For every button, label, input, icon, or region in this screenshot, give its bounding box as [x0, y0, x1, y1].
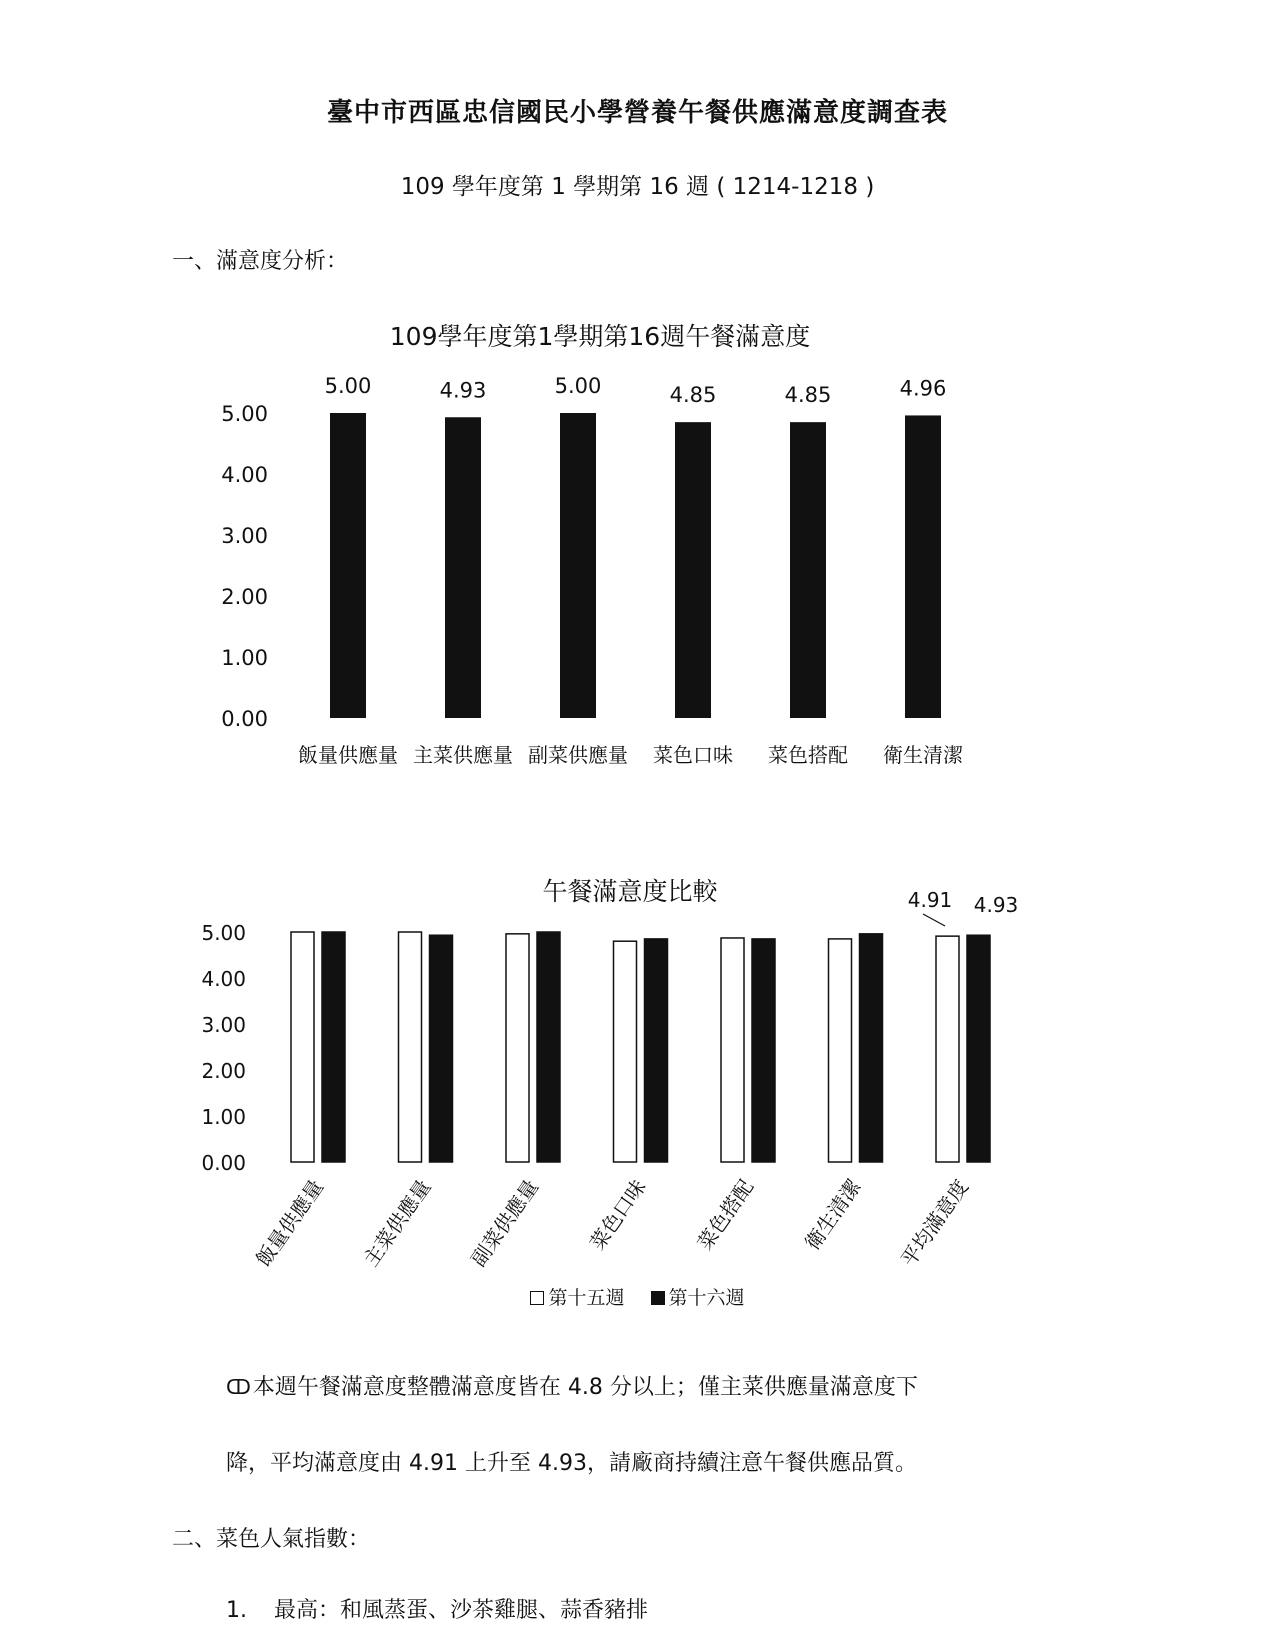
chart1-bar [790, 422, 826, 718]
chart1-bar [905, 415, 941, 718]
chart2-bar-week16 [967, 935, 990, 1162]
chart1-category-label: 衛生清潔 [883, 743, 963, 767]
summary-line-1-text: 本週午餐滿意度整體滿意度皆在 4.8 分以上；僅主菜供應量滿意度下 [252, 1375, 918, 1400]
document-subtitle: 109 學年度第 1 學期第 16 週 ( 1214-1218 ) [400, 174, 875, 200]
chart2-annotation-leader-line [923, 914, 945, 926]
summary-line-2: 降，平均滿意度由 4.91 上升至 4.93，請廠商持續注意午餐供應品質。 [226, 1451, 917, 1476]
chart1-y-tick-label: 2.00 [221, 585, 268, 609]
chart2-category-label: 衛生清潔 [800, 1175, 866, 1255]
chart-weekly-satisfaction [221, 322, 963, 767]
chart1-y-tick-label: 5.00 [221, 402, 268, 426]
chart2-category-labels [251, 1175, 973, 1271]
chart2-bar-week15 [829, 939, 852, 1162]
chart1-y-axis [221, 402, 268, 731]
chart2-y-tick-label: 2.00 [201, 1059, 246, 1083]
chart1-data-label: 5.00 [324, 374, 372, 398]
sparkle-hint-icon: ↀ [226, 1375, 251, 1399]
chart1-data-label: 4.85 [669, 383, 717, 408]
chart1-category-label: 主菜供應量 [413, 743, 513, 767]
chart2-category-label: 菜色搭配 [692, 1175, 759, 1255]
chart2-bar-week16 [752, 939, 775, 1162]
chart2-y-axis [201, 921, 246, 1175]
chart1-data-label: 4.93 [439, 378, 487, 403]
chart2-y-tick-label: 0.00 [201, 1151, 246, 1175]
legend-label-week16: 第十六週 [668, 1287, 745, 1309]
chart2-legend [0, 1283, 1275, 1310]
chart2-bar-week15 [506, 934, 529, 1162]
chart1-bar [445, 417, 481, 718]
chart1-bars [330, 413, 941, 718]
chart2-bar-week15 [291, 932, 314, 1162]
chart2-y-tick-label: 3.00 [201, 1013, 246, 1037]
legend-entry-week16 [651, 1287, 745, 1309]
chart2-annotation-week15: 4.91 [907, 888, 953, 912]
chart2-category-label: 菜色口味 [585, 1175, 651, 1255]
chart2-annotation-week16: 4.93 [973, 893, 1019, 917]
legend-entry-week15 [530, 1287, 624, 1309]
chart1-y-tick-label: 1.00 [221, 646, 268, 670]
chart1-category-label: 菜色搭配 [768, 743, 848, 767]
chart1-y-tick-label: 4.00 [221, 463, 268, 487]
chart1-category-label: 菜色口味 [653, 743, 733, 767]
chart2-y-tick-label: 1.00 [201, 1105, 246, 1129]
chart1-category-labels [298, 743, 963, 767]
chart1-data-label: 5.00 [554, 374, 602, 398]
list-item-text: 最高：和風蒸蛋、沙茶雞腿、蒜香豬排 [274, 1598, 649, 1623]
summary-line-1 [226, 1370, 918, 1401]
section-heading-popularity-index: 二、菜色人氣指數： [172, 1527, 371, 1552]
chart2-bar-week15 [936, 936, 959, 1162]
chart1-bar [330, 413, 366, 718]
chart1-y-tick-label: 0.00 [221, 707, 268, 731]
chart1-y-tick-label: 3.00 [221, 524, 268, 548]
chart1-data-label: 4.96 [899, 376, 947, 401]
chart1-category-label: 飯量供應量 [298, 743, 398, 767]
chart1-data-labels [325, 374, 947, 407]
chart1-title: 109學年度第1學期第16週午餐滿意度 [389, 322, 811, 351]
chart2-category-label: 平均滿意度 [896, 1175, 974, 1271]
chart2-bar-week16 [537, 932, 560, 1162]
chart2-category-label: 飯量供應量 [251, 1175, 329, 1271]
chart1-data-label: 4.85 [784, 383, 832, 408]
legend-label-week15: 第十五週 [548, 1287, 625, 1309]
chart2-y-tick-label: 4.00 [201, 967, 246, 991]
chart2-bar-week15 [614, 941, 637, 1162]
chart2-category-label: 主菜供應量 [358, 1175, 436, 1271]
chart2-bar-week15 [721, 938, 744, 1162]
chart2-bar-week16 [430, 935, 453, 1162]
chart2-bar-week16 [860, 934, 883, 1162]
chart1-bar [560, 413, 596, 718]
chart2-annotations [908, 888, 1019, 926]
chart1-bar [675, 422, 711, 718]
list-item [226, 1593, 648, 1624]
chart2-title: 午餐滿意度比較 [542, 877, 718, 906]
chart2-y-tick-label: 5.00 [201, 921, 246, 945]
chart1-category-label: 副菜供應量 [528, 743, 628, 767]
chart2-category-label: 副菜供應量 [466, 1175, 544, 1271]
section-heading-satisfaction-analysis: 一、滿意度分析： [172, 249, 349, 274]
chart2-bars [291, 932, 990, 1162]
list-item-number: 1. [226, 1598, 247, 1623]
chart2-bar-week16 [645, 939, 668, 1162]
chart-week-comparison [201, 877, 1018, 1271]
legend-swatch-week16 [651, 1291, 665, 1305]
legend-swatch-week15 [530, 1291, 544, 1305]
chart2-bar-week16 [322, 932, 345, 1162]
chart2-bar-week15 [399, 932, 422, 1162]
document-title: 臺中市西區忠信國民小學營養午餐供應滿意度調查表 [326, 98, 948, 128]
